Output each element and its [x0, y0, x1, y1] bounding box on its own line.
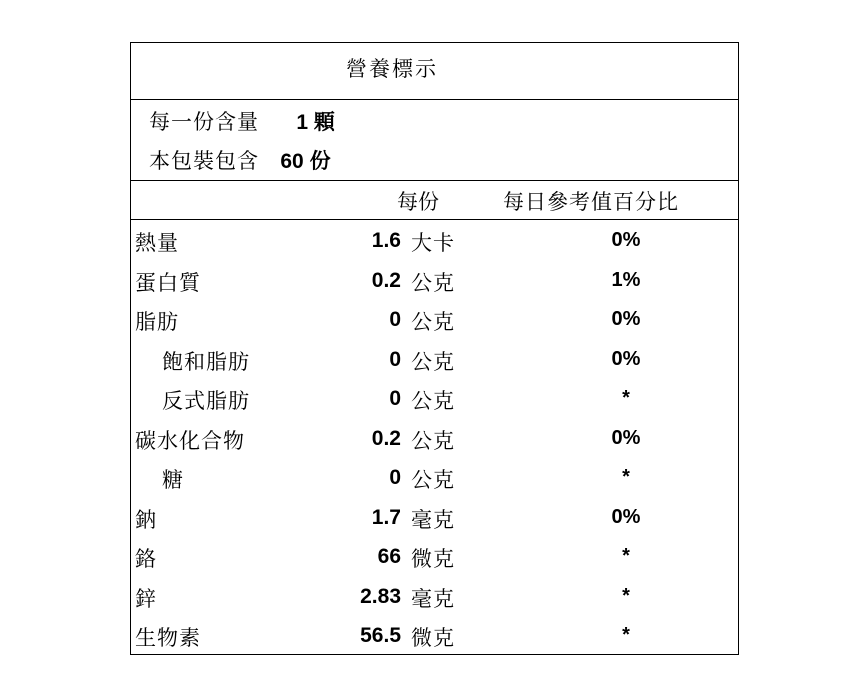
nutrient-amount: 0.2: [371, 426, 401, 450]
serving-size-label: 每一份含量: [149, 110, 259, 134]
nutrient-unit: 公克: [411, 428, 455, 453]
nutrient-unit: 毫克: [411, 586, 455, 611]
serving-size-line: [149, 106, 335, 136]
nutrient-unit: 微克: [411, 547, 455, 571]
nutrient-name: 鈉: [135, 507, 157, 532]
label-title: 營養標示: [346, 57, 438, 81]
nutrient-unit: 公克: [411, 349, 455, 374]
nutrient-unit: 公克: [411, 468, 455, 492]
nutrient-name: 生物素: [135, 626, 201, 650]
column-header-row: [131, 181, 738, 220]
nutrient-name: 飽和脂肪: [162, 349, 250, 374]
nutrient-unit: 微克: [411, 626, 455, 650]
table-row: [131, 419, 738, 459]
nutrient-daily-value: *: [622, 387, 630, 409]
nutrient-name: 反式脂肪: [162, 389, 250, 413]
table-row: [131, 340, 738, 380]
nutrient-unit: 公克: [411, 310, 455, 334]
nutrition-label: [130, 42, 739, 655]
nutrient-daily-value: 0%: [611, 505, 641, 528]
table-row: [131, 577, 738, 617]
table-row: [131, 261, 738, 301]
nutrient-amount: 1.7: [371, 505, 401, 529]
nutrient-name: 熱量: [135, 231, 179, 255]
nutrient-daily-value: 0%: [611, 426, 641, 449]
servings-per-package-value: 60 份: [280, 150, 331, 173]
nutrient-name: 糖: [162, 468, 184, 492]
nutrient-daily-value: 0%: [611, 308, 641, 330]
nutrient-name: 碳水化合物: [135, 428, 245, 453]
nutrient-amount: 0.2: [371, 268, 401, 292]
nutrient-daily-value: 0%: [611, 229, 641, 251]
nutrient-daily-value: 0%: [611, 347, 641, 370]
nutrient-daily-value: *: [622, 624, 630, 646]
nutrient-amount: 1.6: [371, 229, 401, 252]
daily-value-header: 每日參考值百分比: [503, 190, 679, 214]
nutrient-daily-value: *: [622, 545, 630, 567]
nutrient-amount: 2.83: [360, 584, 401, 608]
nutrient-name: 蛋白質: [135, 270, 201, 295]
table-row: [131, 498, 738, 538]
table-row: [131, 300, 738, 340]
title-section: [131, 43, 738, 100]
table-row: [131, 379, 738, 419]
nutrient-table: [131, 221, 738, 656]
nutrient-amount: 66: [377, 545, 401, 568]
nutrient-unit: 毫克: [411, 507, 455, 532]
nutrient-amount: 0: [389, 387, 401, 410]
nutrient-unit: 公克: [411, 389, 455, 413]
nutrient-amount: 0: [389, 347, 401, 371]
nutrient-name: 鉻: [135, 547, 157, 571]
serving-section: [131, 100, 738, 181]
table-row: [131, 458, 738, 498]
nutrient-name: 脂肪: [135, 310, 179, 334]
servings-per-package-line: [149, 145, 331, 175]
nutrient-unit: 公克: [411, 270, 455, 295]
per-serving-header: 每份: [397, 190, 439, 214]
nutrient-name: 鋅: [135, 586, 157, 611]
nutrient-daily-value: *: [622, 466, 630, 488]
table-row: [131, 537, 738, 577]
table-row: [131, 616, 738, 656]
nutrient-daily-value: 1%: [611, 268, 641, 291]
nutrient-amount: 56.5: [360, 624, 401, 647]
serving-size-value: 1 顆: [296, 111, 335, 134]
nutrient-daily-value: *: [622, 584, 630, 607]
nutrient-amount: 0: [389, 466, 401, 489]
table-row: [131, 221, 738, 261]
nutrient-amount: 0: [389, 308, 401, 331]
servings-per-package-label: 本包裝包含: [149, 149, 259, 173]
nutrient-unit: 大卡: [411, 231, 455, 255]
